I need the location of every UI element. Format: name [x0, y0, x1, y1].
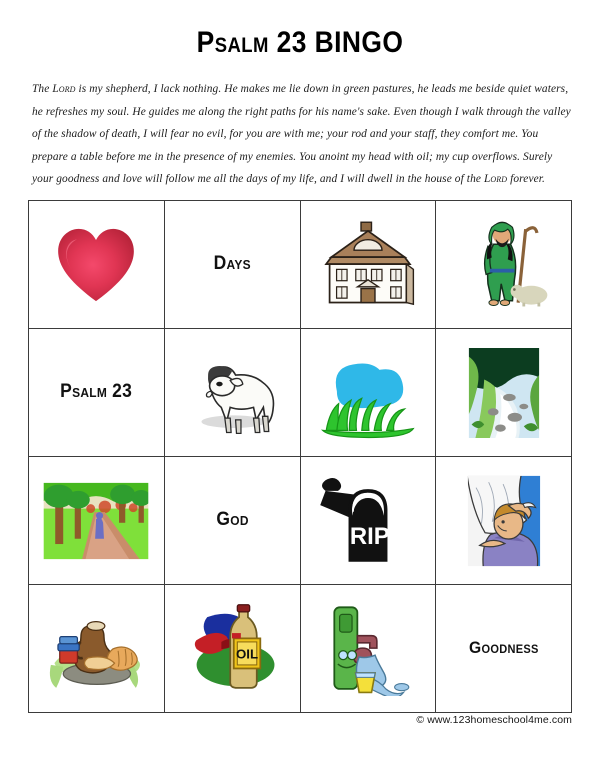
bingo-cell-anointing[interactable]	[436, 457, 572, 585]
bingo-cell-path[interactable]	[29, 457, 165, 585]
bingo-cell-psalm23[interactable]	[29, 329, 165, 457]
valley-stream-icon	[436, 329, 571, 456]
bingo-cell-shepherd[interactable]	[436, 201, 572, 329]
bingo-cell-valley[interactable]	[436, 329, 572, 457]
tombstone-rip-text: RIP	[349, 522, 390, 550]
lord-smallcaps-second: Lord	[483, 173, 508, 185]
water-and-grass-icon	[301, 329, 436, 456]
bingo-cell-water-grass[interactable]	[301, 329, 437, 457]
overflowing-cup-icon	[301, 585, 436, 712]
shepherd-icon	[436, 201, 571, 328]
scripture-text-lead: The	[32, 83, 53, 95]
scripture-text-end: forever.	[507, 173, 545, 185]
scripture-paragraph	[32, 78, 572, 191]
right-path-icon	[29, 457, 164, 584]
oil-label-text: OIL	[236, 646, 259, 662]
bingo-cell-oil[interactable]	[165, 585, 301, 713]
bingo-word-days: Days	[213, 253, 251, 275]
bingo-cell-days[interactable]	[165, 201, 301, 329]
lord-smallcaps-first: Lord	[52, 83, 76, 95]
bingo-cell-god[interactable]	[165, 457, 301, 585]
bingo-word-god: God	[215, 509, 249, 531]
scripture-text-body: is my shepherd, I lack nothing. He makes me lie down in green pastures, he leads me beside quiet waters, he refreshes my soul. He guides me along the right paths for his name's sake. Even though I walk through the valley of the shadow of death, I will fear no evil, for you are with me; your rod and your staff, they comfort me. You prepare a table before me in the presence of my enemies. You anoint my head with oil; my cup overflows. Surely your goodness and love will follow me all the days of my life, and I will dwell in the house of the	[32, 83, 571, 185]
bingo-cell-house[interactable]	[301, 201, 437, 329]
bingo-cell-overflow-cup[interactable]	[301, 585, 437, 713]
page-title: Psalm 23 BINGO	[196, 26, 404, 59]
bingo-cell-table[interactable]	[29, 585, 165, 713]
bingo-cell-goodness[interactable]	[436, 585, 572, 713]
anointing-icon	[436, 457, 571, 584]
bingo-cell-tombstone[interactable]	[301, 457, 437, 585]
bingo-grid	[28, 200, 572, 713]
bingo-word-psalm-23: Psalm 23	[60, 381, 133, 403]
heart-icon	[29, 201, 164, 328]
prepared-table-icon	[29, 585, 164, 712]
footer-credit: © www.123homeschool4me.com	[416, 714, 572, 726]
oil-bottle-icon	[165, 585, 300, 712]
bingo-cell-lamb[interactable]	[165, 329, 301, 457]
lamb-icon	[165, 329, 300, 456]
house-icon	[301, 201, 436, 328]
bingo-word-goodness: Goodness	[468, 638, 539, 658]
tombstone-rip-icon	[301, 457, 436, 584]
bingo-cell-heart[interactable]	[29, 201, 165, 329]
